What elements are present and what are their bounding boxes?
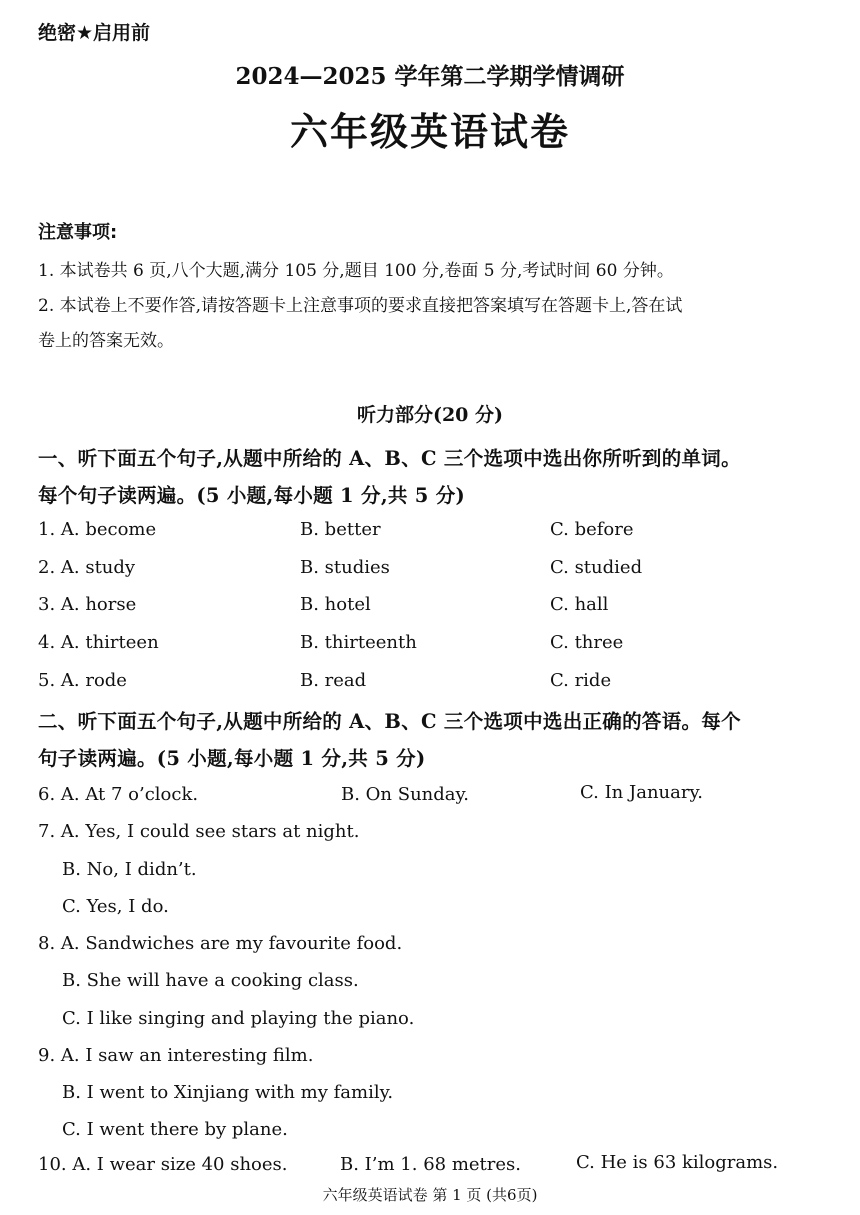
q6-option-b: B. On Sunday. bbox=[341, 784, 470, 805]
q6-option-a: 6. A. At 7 o’clock. bbox=[38, 784, 199, 805]
q5-option-a: 5. A. rode bbox=[38, 670, 127, 691]
exam-title-main: 六年级英语试卷 bbox=[289, 109, 570, 154]
section2-instruction-line2: 句子读两遍。(5 小题,每小题 1 分,共 5 分) bbox=[38, 747, 426, 770]
q8-option-b: B. She will have a cooking class. bbox=[62, 970, 359, 991]
q9-option-c: C. I went there by plane. bbox=[62, 1119, 288, 1140]
note-item-2-line2: 卷上的答案无效。 bbox=[38, 331, 174, 351]
q3-option-c: C. hall bbox=[550, 594, 609, 615]
notes-heading: 注意事项: bbox=[38, 222, 118, 243]
q3-option-a: 3. A. horse bbox=[38, 594, 137, 615]
q4-option-c: C. three bbox=[550, 632, 624, 653]
page-footer: 六年级英语试卷 第 1 页 (共6页) bbox=[322, 1186, 538, 1204]
q4-option-a: 4. A. thirteen bbox=[38, 632, 159, 653]
q2-option-a: 2. A. study bbox=[38, 557, 136, 578]
q10-option-a: 10. A. I wear size 40 shoes. bbox=[38, 1154, 288, 1175]
exam-title-line1: 2024—2025 学年第二学期学情调研 bbox=[235, 63, 625, 90]
note-item-1: 1. 本试卷共 6 页,八个大题,满分 105 分,题目 100 分,卷面 5 分,考试时间 60 分钟。 bbox=[38, 261, 674, 281]
q7-option-a: 7. A. Yes, I could see stars at night. bbox=[38, 821, 360, 842]
q7-option-c: C. Yes, I do. bbox=[62, 896, 169, 917]
q1-option-c: C. before bbox=[550, 519, 634, 540]
q7-option-b: B. No, I didn’t. bbox=[62, 859, 197, 880]
q4-option-b: B. thirteenth bbox=[300, 632, 417, 653]
q9-option-b: B. I went to Xinjiang with my family. bbox=[62, 1082, 394, 1103]
q10-option-b: B. I’m 1. 68 metres. bbox=[340, 1154, 521, 1175]
section1-instruction-line2: 每个句子读两遍。(5 小题,每小题 1 分,共 5 分) bbox=[38, 484, 466, 507]
q2-option-c: C. studied bbox=[550, 557, 643, 578]
q1-option-a: 1. A. become bbox=[38, 519, 157, 540]
q8-option-c: C. I like singing and playing the piano. bbox=[62, 1008, 415, 1029]
q5-option-c: C. ride bbox=[550, 670, 612, 691]
q10-option-c: C. He is 63 kilograms. bbox=[576, 1152, 779, 1173]
q6-option-c: C. In January. bbox=[580, 782, 703, 803]
q3-option-b: B. hotel bbox=[300, 594, 371, 615]
note-item-2-line1: 2. 本试卷上不要作答,请按答题卡上注意事项的要求直接把答案填写在答题卡上,答在试 bbox=[38, 296, 683, 316]
q1-option-b: B. better bbox=[300, 519, 381, 540]
q8-option-a: 8. A. Sandwiches are my favourite food. bbox=[38, 933, 403, 954]
section1-instruction-line1: 一、听下面五个句子,从题中所给的 A、B、C 三个选项中选出你所听到的单词。 bbox=[38, 447, 741, 470]
q5-option-b: B. read bbox=[300, 670, 367, 691]
section2-instruction-line1: 二、听下面五个句子,从题中所给的 A、B、C 三个选项中选出正确的答语。每个 bbox=[38, 710, 741, 733]
listening-part-title: 听力部分(20 分) bbox=[356, 404, 504, 426]
confidential-label: 绝密★启用前 bbox=[38, 22, 151, 44]
q2-option-b: B. studies bbox=[300, 557, 390, 578]
q9-option-a: 9. A. I saw an interesting film. bbox=[38, 1045, 314, 1066]
